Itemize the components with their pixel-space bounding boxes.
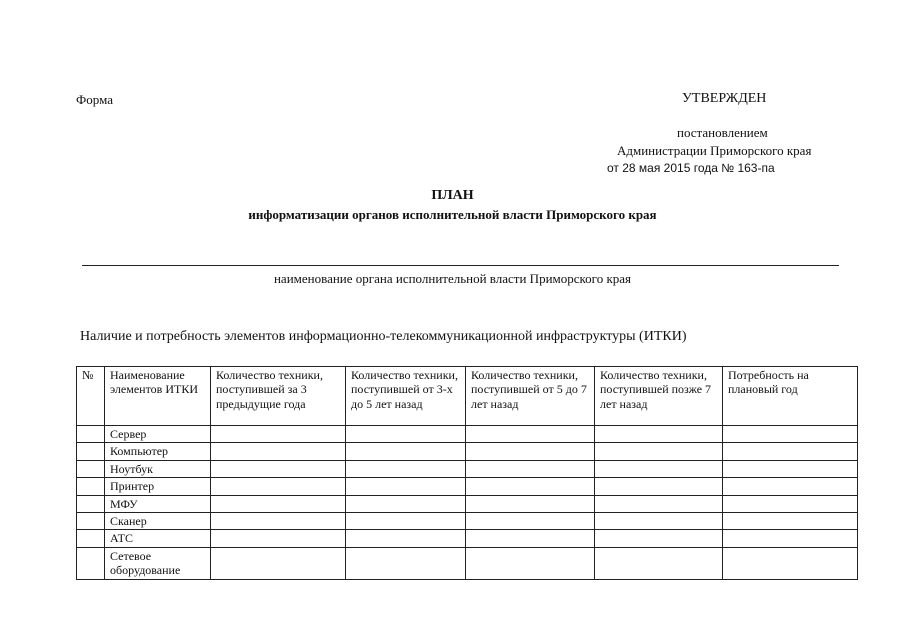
cell-value[interactable]	[466, 530, 595, 547]
cell-value[interactable]	[595, 426, 723, 443]
approved-label: УТВЕРЖДЕН	[682, 91, 767, 106]
cell-value[interactable]	[723, 530, 858, 547]
col-3-to-5-years: Количество техники, поступившей от 3-х до 5 лет назад	[346, 367, 466, 426]
cell-value[interactable]	[723, 460, 858, 477]
col-over-7-years: Количество техники, поступившей позже 7 лет назад	[595, 367, 723, 426]
cell-value[interactable]	[466, 512, 595, 529]
cell-number[interactable]	[77, 478, 105, 495]
cell-value[interactable]	[466, 443, 595, 460]
cell-number[interactable]	[77, 547, 105, 579]
cell-value[interactable]	[211, 495, 346, 512]
row-label-printer: Принтер	[105, 478, 211, 495]
cell-value[interactable]	[723, 478, 858, 495]
cell-value[interactable]	[211, 530, 346, 547]
cell-value[interactable]	[346, 443, 466, 460]
cell-value[interactable]	[346, 530, 466, 547]
col-last-3-years: Количество техники, поступившей за 3 предыдущие года	[211, 367, 346, 426]
cell-value[interactable]	[466, 547, 595, 579]
cell-value[interactable]	[595, 530, 723, 547]
row-label-laptop: Ноутбук	[105, 460, 211, 477]
plan-subtitle: информатизации органов исполнительной власти Приморского края	[248, 207, 657, 222]
decree-line-2: Администрации Приморского края	[617, 143, 812, 158]
row-label-mfp: МФУ	[105, 495, 211, 512]
cell-value[interactable]	[723, 547, 858, 579]
table-row	[77, 530, 858, 547]
cell-value[interactable]	[595, 547, 723, 579]
cell-value[interactable]	[466, 495, 595, 512]
cell-number[interactable]	[77, 530, 105, 547]
cell-value[interactable]	[211, 460, 346, 477]
col-5-to-7-years: Количество техники, поступившей от 5 до 7 лет назад	[466, 367, 595, 426]
org-name-caption: наименование органа исполнительной власти Приморского края	[273, 271, 632, 286]
table-header-row	[77, 367, 858, 426]
cell-value[interactable]	[595, 495, 723, 512]
cell-value[interactable]	[211, 512, 346, 529]
table-row	[77, 460, 858, 477]
plan-title: ПЛАН	[431, 188, 474, 203]
section-title: Наличие и потребность элементов информационно-телекоммуникационной инфраструктуры (ИТКИ)	[80, 329, 687, 344]
cell-value[interactable]	[346, 495, 466, 512]
itki-table	[76, 366, 858, 580]
row-label-pbx: АТС	[105, 530, 211, 547]
table-row	[77, 478, 858, 495]
cell-value[interactable]	[466, 426, 595, 443]
org-name-line	[82, 265, 839, 266]
cell-number[interactable]	[77, 443, 105, 460]
table-row	[77, 512, 858, 529]
cell-value[interactable]	[211, 426, 346, 443]
cell-value[interactable]	[211, 478, 346, 495]
cell-value[interactable]	[723, 495, 858, 512]
cell-value[interactable]	[211, 443, 346, 460]
cell-value[interactable]	[595, 512, 723, 529]
cell-value[interactable]	[346, 547, 466, 579]
cell-number[interactable]	[77, 495, 105, 512]
cell-value[interactable]	[346, 512, 466, 529]
cell-value[interactable]	[346, 478, 466, 495]
cell-value[interactable]	[466, 478, 595, 495]
cell-value[interactable]	[211, 547, 346, 579]
col-number: №	[77, 367, 105, 426]
cell-value[interactable]	[723, 512, 858, 529]
cell-value[interactable]	[723, 443, 858, 460]
row-label-computer: Компьютер	[105, 443, 211, 460]
decree-line-1: постановлением	[677, 125, 768, 140]
cell-value[interactable]	[346, 460, 466, 477]
row-label-scanner: Сканер	[105, 512, 211, 529]
row-label-server: Сервер	[105, 426, 211, 443]
table-row	[77, 426, 858, 443]
cell-value[interactable]	[466, 460, 595, 477]
cell-value[interactable]	[723, 426, 858, 443]
cell-number[interactable]	[77, 512, 105, 529]
table-row	[77, 547, 858, 579]
cell-value[interactable]	[595, 478, 723, 495]
cell-value[interactable]	[595, 443, 723, 460]
table-row	[77, 495, 858, 512]
cell-value[interactable]	[346, 426, 466, 443]
table-row	[77, 443, 858, 460]
cell-value[interactable]	[595, 460, 723, 477]
row-label-network-equipment: Сетевое оборудование	[105, 547, 211, 579]
col-element-name: Наименование элементов ИТКИ	[105, 367, 211, 426]
col-planned-need: Потребность на плановый год	[723, 367, 858, 426]
form-label: Форма	[76, 92, 113, 107]
cell-number[interactable]	[77, 426, 105, 443]
cell-number[interactable]	[77, 460, 105, 477]
decree-line-3: от 28 мая 2015 года № 163-па	[607, 161, 775, 175]
